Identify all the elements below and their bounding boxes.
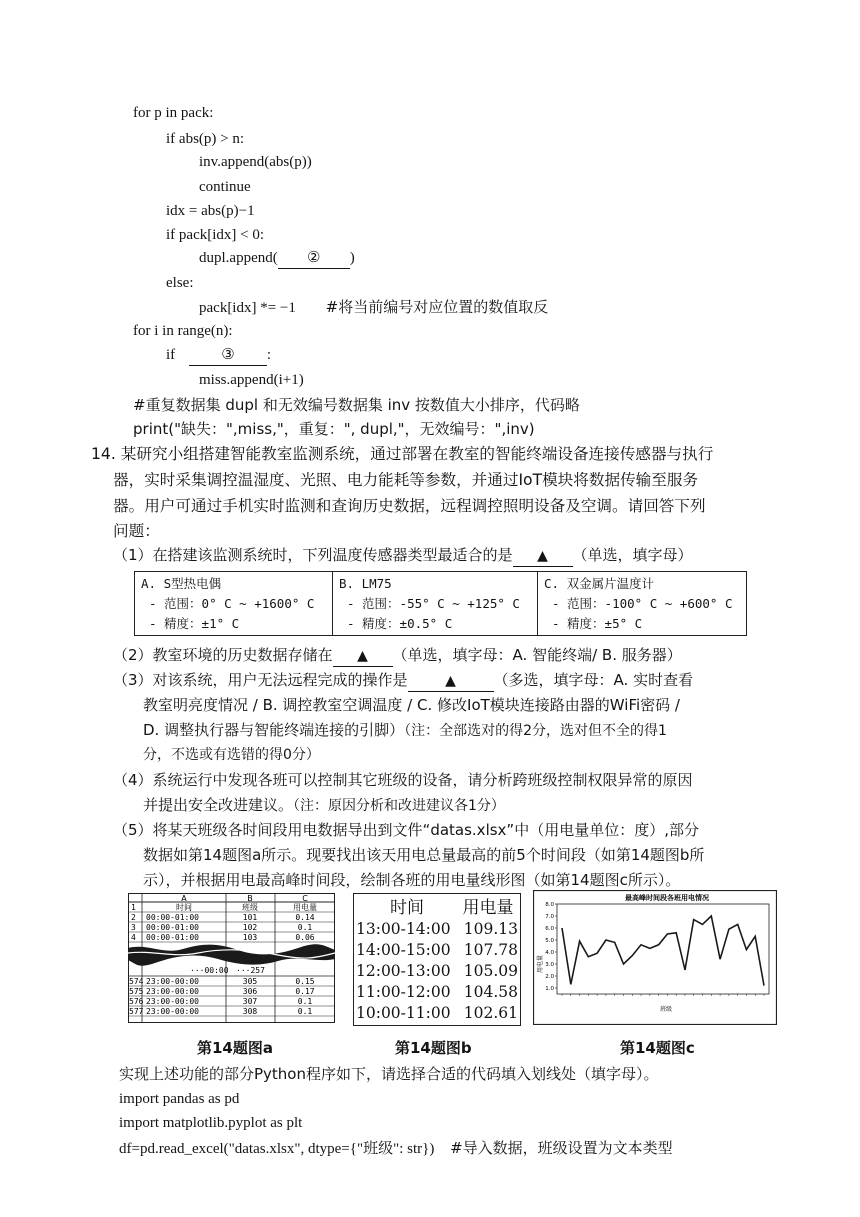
row-num: 3 bbox=[131, 923, 136, 932]
code-text: if bbox=[166, 347, 176, 363]
q14-intro: 问题： bbox=[113, 522, 160, 540]
code-comment: #重复数据集 dupl 和无效编号数据集 inv 按数值大小排序，代码略 bbox=[133, 396, 580, 414]
sensor-range: - 范围：-100° C ~ +600° C bbox=[552, 596, 733, 611]
q14-1-text: （1）在搭建该监测系统时，下列温度传感器类型最适合的是 bbox=[113, 546, 513, 564]
q14-1 bbox=[113, 545, 693, 567]
cell: 101 bbox=[242, 913, 258, 922]
cell: 23:00-00:00 bbox=[146, 1007, 199, 1016]
cell: 0.1 bbox=[297, 1007, 313, 1016]
sensor-accuracy: - 精度：±1° C bbox=[149, 616, 240, 631]
code-text: pack[idx] *= −1 bbox=[199, 300, 296, 316]
fig-b-col: 时间 bbox=[390, 898, 424, 918]
code-line: if pack[idx] < 0: bbox=[166, 227, 265, 243]
cell: 班级 bbox=[242, 903, 258, 912]
code-text: df=pd.read_excel("datas.xlsx", dtype={"班级": str}) bbox=[119, 1141, 435, 1157]
cell: 时间 bbox=[176, 903, 192, 912]
answer-blank[interactable]: ▲ bbox=[408, 671, 494, 692]
figure-a-spreadsheet bbox=[128, 893, 336, 1023]
y-tick-label: 1.0 bbox=[545, 986, 554, 992]
code-line: idx = abs(p)−1 bbox=[166, 203, 255, 219]
q14-4-note: （注：原因分析和改进建议各1分） bbox=[293, 798, 505, 814]
fig-b-row: 12:00-13:00 105.09 bbox=[356, 962, 518, 980]
fig-b-row: 14:00-15:00 107.78 bbox=[356, 941, 518, 959]
sensor-name: B. LM75 bbox=[339, 576, 392, 591]
sensor-name: A. S型热电偶 bbox=[141, 576, 222, 591]
row-num: 2 bbox=[131, 913, 136, 922]
cell: 102 bbox=[242, 923, 258, 932]
cell-partial: ···257 bbox=[236, 966, 265, 975]
fig-b-caption: 第14题图b bbox=[395, 1039, 472, 1057]
fig-b-header bbox=[356, 897, 520, 919]
answer-blank-2[interactable]: ② bbox=[278, 248, 350, 269]
fig-b-row: 10:00-11:00 102.61 bbox=[356, 1004, 518, 1022]
q14-3-note: 分，不选或有选错的得0分） bbox=[143, 747, 320, 763]
figure-b-top5 bbox=[353, 893, 521, 1026]
sensor-range: - 范围：0° C ~ +1600° C bbox=[149, 596, 315, 611]
cell: 305 bbox=[242, 977, 258, 986]
code-line: if abs(p) > n: bbox=[166, 131, 245, 147]
cell: 307 bbox=[242, 997, 258, 1006]
y-tick-label: 3.0 bbox=[545, 962, 554, 968]
code-line bbox=[119, 1138, 673, 1159]
answer-blank[interactable]: ▲ bbox=[333, 646, 393, 667]
code-line: miss.append(i+1) bbox=[199, 372, 304, 388]
code-line: for i in range(n): bbox=[133, 323, 233, 339]
row-num: 576 bbox=[129, 997, 144, 1006]
sensor-table bbox=[134, 571, 747, 636]
row-num: 577 bbox=[129, 1007, 144, 1016]
q14-5: （5）将某天班级各时间段用电数据导出到文件“datas.xlsx”中（用电量单位：度）,部分 bbox=[113, 821, 699, 839]
sensor-a bbox=[135, 572, 333, 636]
row-num: 4 bbox=[131, 933, 136, 942]
code-line bbox=[199, 248, 355, 269]
fig-b-rows bbox=[356, 919, 520, 1024]
y-tick-label: 4.0 bbox=[545, 950, 554, 956]
q14-3 bbox=[113, 670, 693, 692]
answer-blank-3[interactable]: ③ bbox=[189, 345, 267, 366]
cell: 0.17 bbox=[295, 987, 315, 996]
cell: 用电量 bbox=[293, 903, 317, 912]
code-comment: #将当前编号对应位置的数值取反 bbox=[325, 298, 549, 316]
sensor-c bbox=[538, 572, 747, 636]
q14-intro: 14. 某研究小组搭建智能教室监测系统，通过部署在教室的智能终端设备连接传感器与执行 bbox=[91, 445, 714, 463]
q14-intro: 器，实时采集调控温湿度、光照、电力能耗等参数，并通过IoT模块将数据传输至服务 bbox=[113, 471, 699, 489]
cell: 0.06 bbox=[295, 933, 315, 942]
cell: 00:00-01:00 bbox=[146, 933, 199, 942]
q14-3-note: （注：全部选对的得2分，选对但不全的得1 bbox=[404, 723, 667, 739]
row-num: 1 bbox=[131, 903, 136, 912]
code-line bbox=[166, 345, 271, 366]
q14-intro: 器。用户可通过手机实时监测和查询历史数据，远程调控照明设备及空调。请回答下列 bbox=[113, 497, 706, 515]
col-b: B bbox=[247, 894, 253, 903]
figure-c-line-chart bbox=[533, 890, 777, 1025]
q14-3-text: D. 调整执行器与智能终端连接的引脚） bbox=[143, 721, 405, 739]
row-num: 575 bbox=[129, 987, 144, 996]
chart-ylabel: 用电量 bbox=[537, 954, 544, 974]
cell: 0.15 bbox=[295, 977, 315, 986]
q14-5-line: 示），并根据用电最高峰时间段，绘制各班的用电量线形图（如第14题图c所示）。 bbox=[143, 871, 681, 889]
cell: 308 bbox=[242, 1007, 258, 1016]
fig-a-caption: 第14题图a bbox=[197, 1039, 273, 1057]
cell: 103 bbox=[242, 933, 258, 942]
q14-4-text: 并提出安全改进建议。 bbox=[143, 796, 294, 814]
tail-text: 实现上述功能的部分Python程序如下，请选择合适的代码填入划线处（填字母）。 bbox=[119, 1065, 659, 1083]
code-line: print("缺失：",miss,"，重复：", dupl,"，无效编号：",inv) bbox=[133, 420, 535, 438]
col-c: C bbox=[302, 894, 308, 903]
code-line: for p in pack: bbox=[133, 105, 214, 121]
sensor-accuracy: - 精度：±0.5° C bbox=[347, 616, 453, 631]
sensor-range: - 范围：-55° C ~ +125° C bbox=[347, 596, 520, 611]
code-line: import matplotlib.pyplot as plt bbox=[119, 1115, 303, 1131]
q14-3-text: （多选，填字母：A. 实时查看 bbox=[493, 671, 694, 689]
answer-blank[interactable]: ▲ bbox=[513, 546, 573, 567]
y-tick-label: 8.0 bbox=[545, 902, 554, 908]
code-line bbox=[199, 297, 548, 318]
cell-partial: ···00:00 bbox=[190, 966, 229, 975]
code-line: import pandas as pd bbox=[119, 1091, 240, 1107]
code-line: continue bbox=[199, 179, 251, 195]
q14-1-text: （单选，填字母） bbox=[572, 546, 693, 564]
fig-b-col: 用电量 bbox=[462, 898, 514, 918]
row-num: 574 bbox=[129, 977, 144, 986]
chart-title: 最高峰时间段各班用电情况 bbox=[625, 894, 709, 902]
q14-4-line bbox=[143, 795, 505, 816]
q14-3-line: 教室明亮度情况 / B. 调控教室空调温度 / C. 修改IoT模块连接路由器的WiFi密码 / bbox=[143, 696, 680, 714]
code-text: : bbox=[266, 347, 272, 363]
code-text: ) bbox=[349, 250, 355, 266]
y-tick-label: 7.0 bbox=[545, 914, 554, 920]
code-line: else: bbox=[166, 275, 194, 291]
cell: 0.1 bbox=[297, 923, 313, 932]
cell: 0.14 bbox=[295, 913, 315, 922]
sensor-b bbox=[333, 572, 538, 636]
sensor-accuracy: - 精度：±5° C bbox=[552, 616, 643, 631]
cell: 00:00-01:00 bbox=[146, 913, 199, 922]
cell: 0.1 bbox=[297, 997, 313, 1006]
fig-b-row: 11:00-12:00 104.58 bbox=[356, 983, 518, 1001]
fig-b-row: 13:00-14:00 109.13 bbox=[356, 920, 518, 938]
code-comment: #导入数据，班级设置为文本类型 bbox=[450, 1139, 673, 1157]
q14-2-text: （2）教室环境的历史数据存储在 bbox=[113, 646, 333, 664]
cell: 23:00-00:00 bbox=[146, 987, 199, 996]
cell: 00:00-01:00 bbox=[146, 923, 199, 932]
cell: 306 bbox=[242, 987, 258, 996]
col-a: A bbox=[181, 894, 187, 903]
sensor-name: C. 双金属片温度计 bbox=[544, 576, 655, 591]
chart-xlabel: 班级 bbox=[659, 1006, 673, 1013]
q14-3-text: （3）对该系统，用户无法远程完成的操作是 bbox=[113, 671, 408, 689]
code-text: dupl.append( bbox=[199, 250, 278, 266]
fig-c-caption: 第14题图c bbox=[620, 1039, 695, 1057]
q14-2 bbox=[113, 645, 682, 667]
q14-4: （4）系统运行中发现各班可以控制其它班级的设备，请分析跨班级控制权限异常的原因 bbox=[113, 771, 693, 789]
y-tick-label: 5.0 bbox=[545, 938, 554, 944]
q14-3-line bbox=[143, 720, 667, 741]
y-tick-label: 2.0 bbox=[545, 974, 554, 980]
q14-2-text: （单选，填字母：A. 智能终端/ B. 服务器） bbox=[392, 646, 682, 664]
y-tick-label: 6.0 bbox=[545, 926, 554, 932]
q14-5-line: 数据如第14题图a所示。现要找出该天用电总量最高的前5个时间段（如第14题图b所 bbox=[143, 846, 705, 864]
cell: 23:00-00:00 bbox=[146, 997, 199, 1006]
cell: 23:00-00:00 bbox=[146, 977, 199, 986]
code-line: inv.append(abs(p)) bbox=[199, 154, 312, 170]
